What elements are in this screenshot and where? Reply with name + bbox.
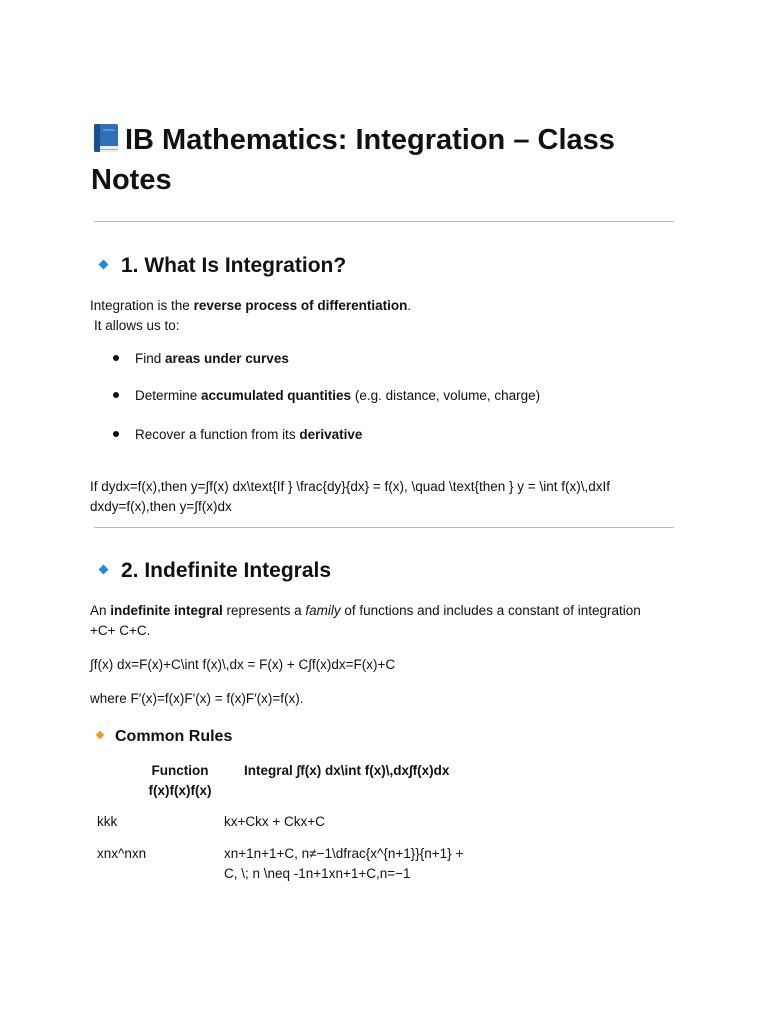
formula-integration-definition: If dydx=f(x),then y=∫f(x) dx\text{If } \frac{dy}{dx} = f(x), \quad \text{then } y = \int f(x)\,dxIf dxdy=f(x),then y=∫f(x)dx [90,479,610,514]
bullet-dot-icon [113,392,119,398]
bullet-dot-icon [113,355,119,361]
blue-diamond-icon [99,565,109,575]
list-item: Find areas under curves [113,349,289,368]
list-item: Recover a function from its derivative [113,425,362,444]
page-title-text: IB Mathematics: Integration – Class Notes [91,124,615,196]
bullet-dot-icon [113,431,119,437]
list-item: Determine accumulated quantities (e.g. distance, volume, charge) [113,386,540,405]
table-header-function: Function f(x)f(x)f(x) [148,763,212,798]
intro-paragraph: Integration is the reverse process of differentiation. It allows us to: [90,298,412,333]
table-cell-function: kkk [97,814,118,829]
divider [94,527,674,528]
indefinite-integral-description: An indefinite integral represents a family of functions and includes a constant of integration +C+ C+C. [90,603,641,638]
table-cell-integral: xn+1n+1+C, n≠−1\dfrac{x^{n+1}}{n+1} + C, \; n \neq -1n+1xn+1+C,n=−1 [224,846,464,881]
subsection-heading-common-rules: Common Rules [97,726,232,748]
table-header-integral: Integral ∫f(x) dx\int f(x)\,dx∫f(x)dx [244,763,450,778]
blue-book-icon [91,123,121,154]
section-heading-what-is-integration: 1. What Is Integration? [100,252,346,280]
orange-diamond-icon [96,731,104,739]
divider [94,221,674,222]
page-title [91,120,691,200]
formula-where-derivative: where F′(x)=f(x)F'(x) = f(x)F′(x)=f(x). [90,691,304,706]
table-cell-function: xnx^nxn [97,846,147,861]
blue-diamond-icon [99,260,109,270]
formula-indefinite-integral: ∫f(x) dx=F(x)+C\int f(x)\,dx = F(x) + C∫f(x)dx=F(x)+C [90,657,396,672]
section-heading-indefinite-integrals: 2. Indefinite Integrals [100,557,331,585]
table-cell-integral: kx+Ckx + Ckx+C [224,814,325,829]
